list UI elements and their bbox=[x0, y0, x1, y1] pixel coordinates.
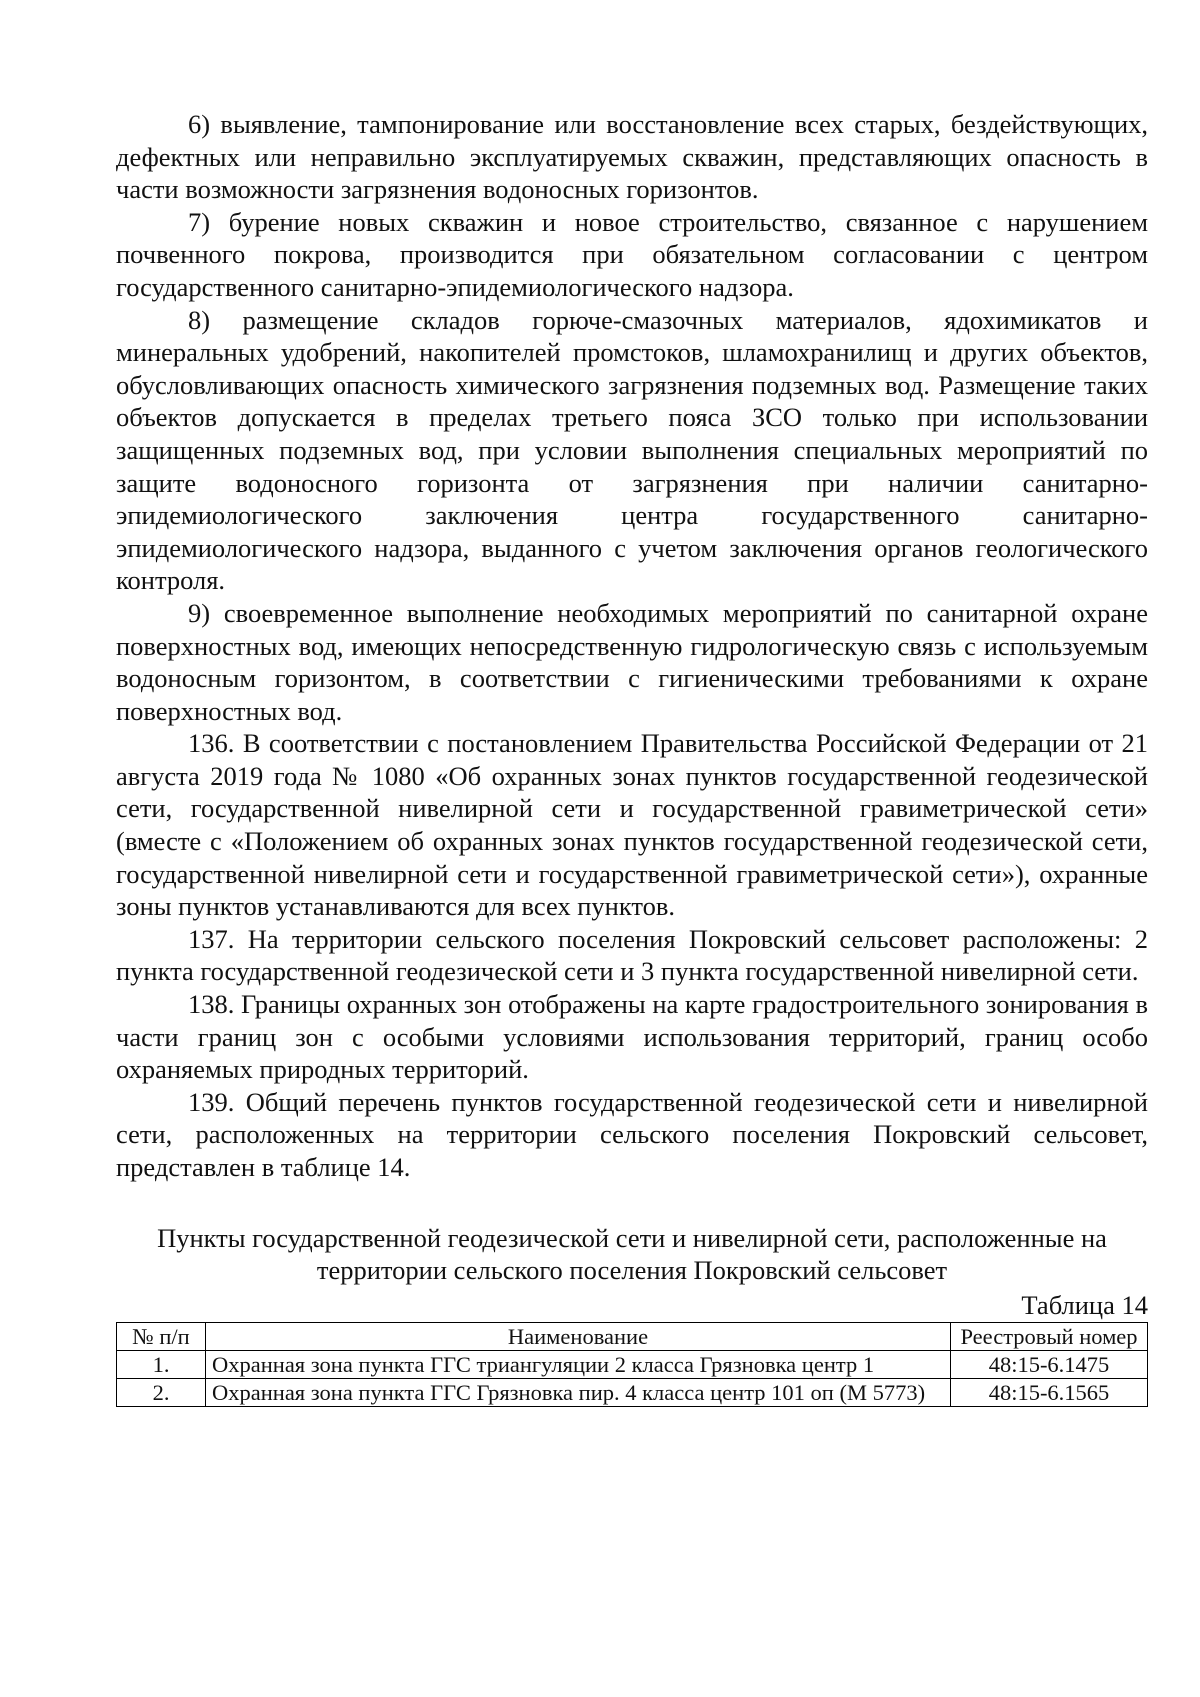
paragraph-item-9: 9) своевременное выполнение необходимых мероприятий по санитарной охране поверхностных вод, имеющих непосредственную гидрологическую связь с используемым водоносным горизонтом, в соответствии с гигиеническими требованиями к охране поверхностных вод. bbox=[116, 597, 1148, 726]
row-name: Охранная зона пункта ГГС Грязновка пир. 4 класса центр 101 оп (М 5773) bbox=[206, 1378, 951, 1406]
row-registry-number: 48:15-6.1475 bbox=[951, 1350, 1148, 1378]
table-row bbox=[117, 1378, 1148, 1406]
paragraph-139: 139. Общий перечень пунктов государственной геодезической сети и нивелирной сети, расположенных на территории сельского поселения Покровский сельсовет, представлен в таблице 14. bbox=[116, 1086, 1148, 1182]
header-num: № п/п bbox=[117, 1322, 206, 1350]
row-num: 2. bbox=[117, 1378, 206, 1406]
row-registry-number: 48:15-6.1565 bbox=[951, 1378, 1148, 1406]
paragraph-138: 138. Границы охранных зон отображены на карте градостроительного зонирования в части границ зон с особыми условиями использования территорий, границ особо охраняемых природных территорий. bbox=[116, 989, 1148, 1085]
table-header-row bbox=[117, 1322, 1148, 1350]
header-name: Наименование bbox=[206, 1322, 951, 1350]
row-name: Охранная зона пункта ГГС триангуляции 2 класса Грязновка центр 1 bbox=[206, 1350, 951, 1378]
table-caption: Пункты государственной геодезической сети и нивелирной сети, расположенные на территории сельского поселения Покровский сельсовет bbox=[157, 1222, 1107, 1285]
geodetic-points-table bbox=[116, 1322, 1148, 1407]
paragraph-item-8: 8) размещение складов горюче-смазочных материалов, ядохимикатов и минеральных удобрений, накопителей промстоков, шламохранилищ и других объектов, обусловливающих опасность химического загрязнения подземных вод. Размещение таких объектов допускается в пределах третьего пояса ЗСО только при использовании защищенных подземных вод, при условии выполнения специальных мероприятий по защите водоносного горизонта от загрязнения при наличии санитарно-эпидемиологического заключения центра государственного санитарно-эпидемиологического надзора, выданного с учетом заключения органов геологического контроля. bbox=[116, 304, 1148, 596]
paragraph-item-6: 6) выявление, тампонирование или восстановление всех старых, бездействующих, дефектных или неправильно эксплуатируемых скважин, представляющих опасность в части возможности загрязнения водоносных горизонтов. bbox=[116, 109, 1148, 205]
paragraph-item-7: 7) бурение новых скважин и новое строительство, связанное с нарушением почвенного покрова, производится при обязательном согласовании с центром государственного санитарно-эпидемиологического надзора. bbox=[116, 206, 1148, 302]
table-label: Таблица 14 bbox=[1021, 1289, 1148, 1320]
row-num: 1. bbox=[117, 1350, 206, 1378]
paragraph-137: 137. На территории сельского поселения Покровский сельсовет расположены: 2 пункта государственной геодезической сети и 3 пункта государственной нивелирной сети. bbox=[116, 923, 1148, 987]
document-page bbox=[116, 108, 1148, 1407]
header-registry-number: Реестровый номер bbox=[951, 1322, 1148, 1350]
table-row bbox=[117, 1350, 1148, 1378]
paragraph-136: 136. В соответствии с постановлением Правительства Российской Федерации от 21 августа 2019 года № 1080 «Об охранных зонах пунктов государственной геодезической сети, государственной нивелирной сети и государственной гравиметрической сети» (вместе с «Положением об охранных зонах пунктов государственной геодезической сети, государственной нивелирной сети и государственной гравиметрической сети»), охранные зоны пунктов устанавливаются для всех пунктов. bbox=[116, 728, 1148, 922]
